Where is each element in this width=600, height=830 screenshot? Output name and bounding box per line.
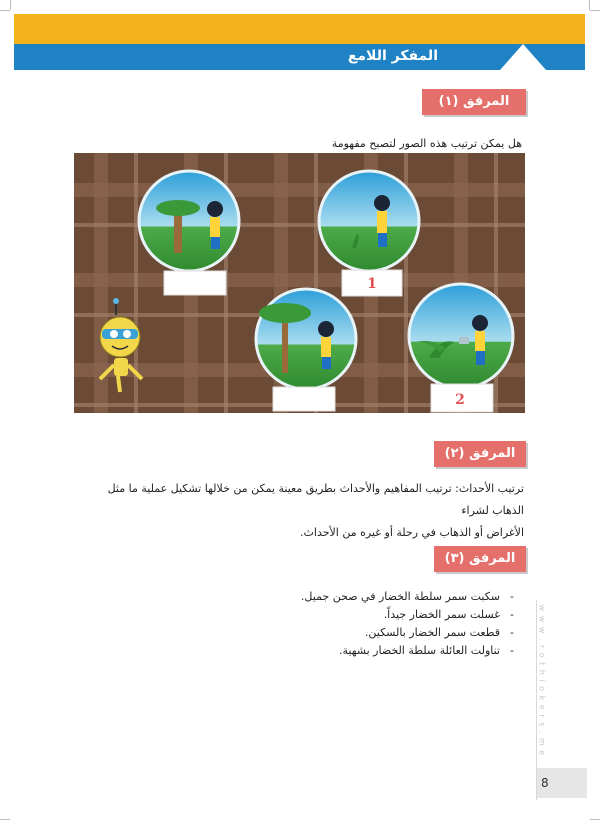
- header-title: المفكر اللامع: [347, 48, 438, 64]
- page-number: 8: [537, 768, 587, 798]
- list-item: - غسلت سمر الخضار جيداً.: [383, 608, 514, 621]
- scene-bubble: [139, 171, 239, 271]
- definition-line: ترتيب الأحداث: ترتيب المفاهيم والأحداث بطريق معينة يمكن من خلالها تشكيل عملية ما مثل الذهاب لشراء: [107, 482, 524, 517]
- crop-mark: [0, 819, 10, 820]
- list-item: - تناولت العائلة سلطة الخضار بشهية.: [339, 644, 514, 657]
- answer-box-number: 1: [367, 276, 377, 292]
- crop-mark: [589, 0, 590, 10]
- crop-mark: [590, 819, 600, 820]
- sequence-illustration: [74, 153, 525, 413]
- crop-mark: [590, 10, 600, 11]
- answer-box: [164, 271, 226, 295]
- attachment-3-list: [170, 590, 514, 662]
- header-notch: [500, 44, 546, 70]
- side-watermark-url: w w w . r o t h i o k e r s . m e: [536, 600, 547, 800]
- attachment-1-question: هل يمكن ترتيب هذه الصور لتصبح مفهومة: [331, 137, 522, 150]
- attachment-3-label: المرفق (٣): [434, 546, 526, 572]
- answer-box-number: 2: [455, 392, 465, 408]
- crop-mark: [10, 0, 11, 10]
- list-item: - سكبت سمر سلطة الخضار في صحن جميل.: [300, 590, 514, 603]
- scene-bubble: [319, 171, 419, 271]
- list-item: - قطعت سمر الخضار بالسكين.: [364, 626, 514, 639]
- answer-box: [273, 387, 335, 411]
- attachment-2-label: المرفق (٢): [434, 441, 526, 467]
- attachment-2-definition: [76, 478, 524, 544]
- scene-bubble: [256, 289, 356, 389]
- definition-line: الأغراض أو الذهاب في رحلة أو غيره من الأحداث.: [300, 526, 524, 539]
- header-orange-band: [14, 14, 585, 44]
- scene-bubble: [409, 284, 513, 388]
- attachment-1-label: المرفق (١): [422, 89, 526, 115]
- crop-mark: [0, 10, 10, 11]
